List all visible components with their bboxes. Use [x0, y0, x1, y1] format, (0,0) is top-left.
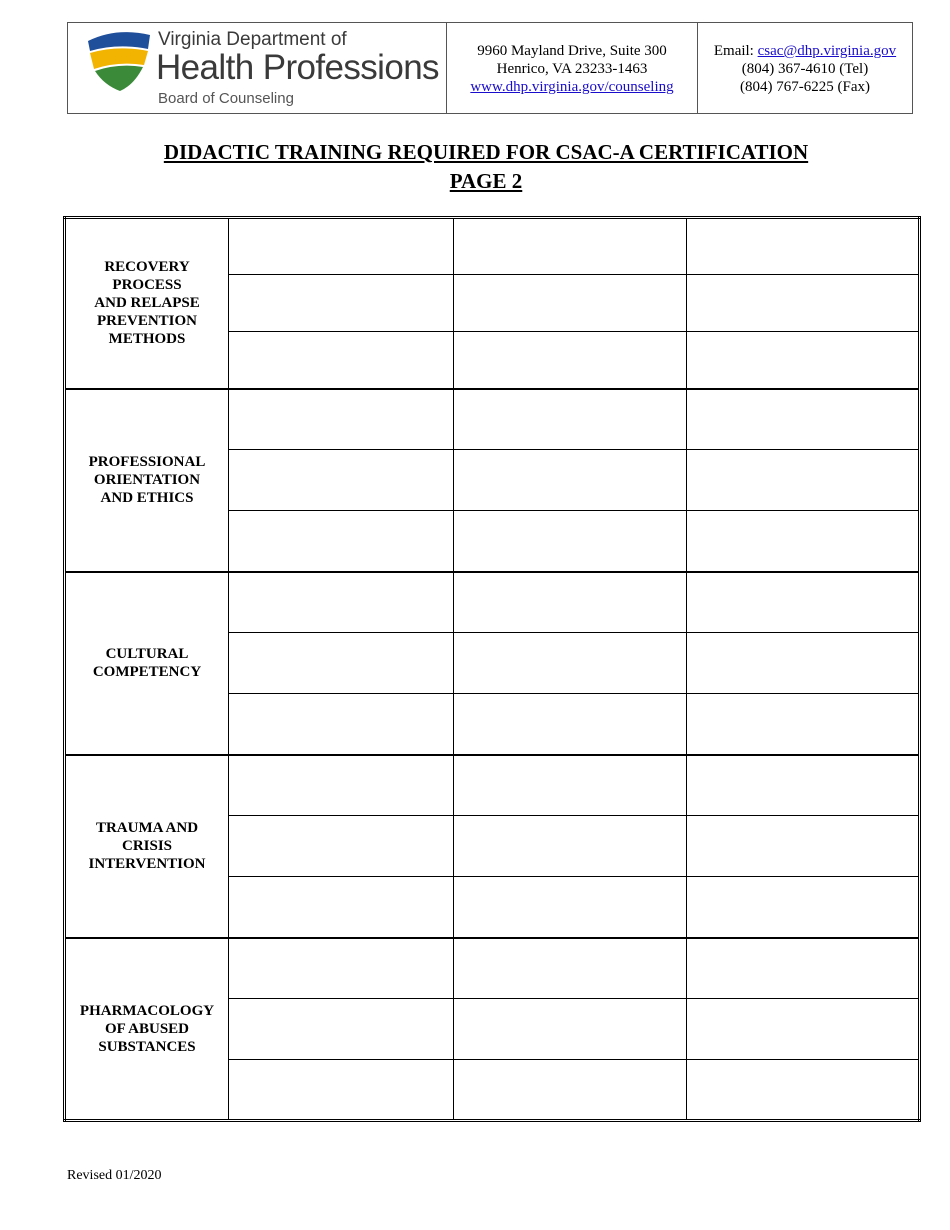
section-label-line: PROFESSIONAL [88, 454, 206, 470]
table-row [65, 572, 920, 633]
section-label [65, 389, 229, 572]
table-row [65, 389, 920, 450]
entry-cell[interactable] [687, 877, 920, 938]
section-label-line: METHODS [108, 331, 186, 348]
section-label-line: ORIENTATION [93, 472, 201, 488]
entry-cell[interactable] [454, 572, 687, 633]
entry-cell[interactable] [454, 275, 687, 332]
entry-cell[interactable] [454, 450, 687, 511]
section-label [65, 938, 229, 1121]
logo-line-department: Virginia Department of [158, 29, 347, 50]
entry-cell[interactable] [454, 755, 687, 816]
entry-cell[interactable] [454, 389, 687, 450]
section-label-line: AND ETHICS [100, 490, 194, 506]
entry-cell[interactable] [687, 755, 920, 816]
address-line-2: Henrico, VA 23233-1463 [496, 61, 648, 77]
contact-block [698, 23, 912, 113]
section-label-line: CRISIS [121, 838, 173, 854]
section-label-line: COMPETENCY [92, 664, 202, 680]
section-label-line: PHARMACOLOGY [79, 1002, 215, 1019]
entry-cell[interactable] [454, 938, 687, 999]
entry-cell[interactable] [687, 999, 920, 1060]
entry-cell[interactable] [454, 1060, 687, 1121]
entry-cell[interactable] [687, 389, 920, 450]
shield-logo-icon [86, 29, 154, 93]
section-label-line: PROCESS [112, 277, 182, 294]
section-label-line: SUBSTANCES [98, 1038, 196, 1055]
training-table [63, 216, 921, 1122]
email-link[interactable]: csac@dhp.virginia.gov [757, 43, 897, 59]
section-label-line: AND RELAPSE [94, 295, 200, 312]
entry-cell[interactable] [229, 218, 454, 275]
entry-cell[interactable] [229, 332, 454, 389]
title-line-2: PAGE 2 [449, 169, 523, 193]
section-label-line: OF ABUSED [104, 1020, 190, 1037]
entry-cell[interactable] [229, 275, 454, 332]
logo-line-board: Board of Counseling [158, 90, 294, 107]
entry-cell[interactable] [687, 816, 920, 877]
entry-cell[interactable] [687, 218, 920, 275]
entry-cell[interactable] [229, 450, 454, 511]
address-line-1: 9960 Mayland Drive, Suite 300 [477, 43, 667, 59]
email-line [698, 42, 912, 60]
entry-cell[interactable] [687, 633, 920, 694]
revision-note: Revised 01/2020 [67, 1168, 162, 1183]
entry-cell[interactable] [229, 755, 454, 816]
entry-cell[interactable] [454, 877, 687, 938]
section-label-line: CULTURAL [105, 646, 189, 662]
letterhead [67, 22, 913, 114]
entry-cell[interactable] [229, 999, 454, 1060]
phone-tel: (804) 367-4610 (Tel) [741, 61, 869, 77]
entry-cell[interactable] [454, 999, 687, 1060]
email-label: Email: [713, 43, 758, 59]
entry-cell[interactable] [454, 816, 687, 877]
entry-cell[interactable] [687, 332, 920, 389]
section-label [65, 218, 229, 389]
document-title [0, 138, 950, 196]
entry-cell[interactable] [454, 332, 687, 389]
section-label [65, 755, 229, 938]
entry-cell[interactable] [454, 511, 687, 572]
entry-cell[interactable] [229, 633, 454, 694]
title-line-1: DIDACTIC TRAINING REQUIRED FOR CSAC-A CERTIFICATION [163, 140, 809, 164]
section-label-line: TRAUMA AND [95, 820, 199, 836]
entry-cell[interactable] [687, 938, 920, 999]
phone-fax: (804) 767-6225 (Fax) [740, 79, 870, 95]
entry-cell[interactable] [687, 511, 920, 572]
entry-cell[interactable] [229, 694, 454, 755]
table-row [65, 755, 920, 816]
section-label-line: INTERVENTION [88, 856, 206, 872]
entry-cell[interactable] [229, 1060, 454, 1121]
section-label-line: PREVENTION [96, 313, 197, 330]
entry-cell[interactable] [229, 511, 454, 572]
address-block [447, 23, 698, 113]
entry-cell[interactable] [229, 572, 454, 633]
logo [68, 23, 447, 113]
logo-line-health-professions: Health Professions [156, 48, 439, 87]
entry-cell[interactable] [454, 633, 687, 694]
table-row [65, 218, 920, 275]
entry-cell[interactable] [454, 218, 687, 275]
entry-cell[interactable] [687, 694, 920, 755]
entry-cell[interactable] [229, 816, 454, 877]
section-label-line: RECOVERY [104, 259, 190, 276]
entry-cell[interactable] [687, 275, 920, 332]
entry-cell[interactable] [229, 877, 454, 938]
website-link[interactable]: www.dhp.virginia.gov/counseling [470, 79, 674, 95]
entry-cell[interactable] [229, 938, 454, 999]
entry-cell[interactable] [454, 694, 687, 755]
section-label [65, 572, 229, 755]
entry-cell[interactable] [687, 1060, 920, 1121]
entry-cell[interactable] [687, 450, 920, 511]
table-row [65, 938, 920, 999]
entry-cell[interactable] [229, 389, 454, 450]
entry-cell[interactable] [687, 572, 920, 633]
